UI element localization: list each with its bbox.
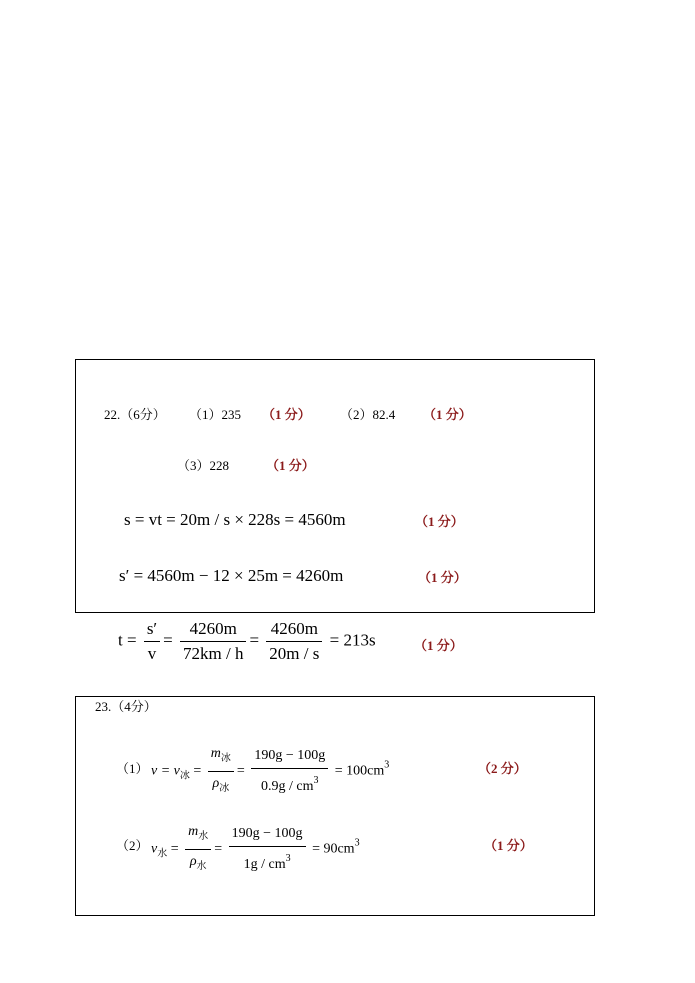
density-symbol: ρ xyxy=(189,854,197,869)
fraction-denominator: v xyxy=(147,644,157,663)
q23-part1-label: （1） xyxy=(116,761,149,776)
subscript-water: 水 xyxy=(196,861,207,872)
q22-equation-remaining: s′ = 4560m − 12 × 25m = 4260m xyxy=(119,566,344,585)
q23-part1-score: （2 分） xyxy=(478,761,527,776)
q23-part2-equation: $v_水$ = $\frac{m_水}{\rho_水}$ = $\frac{190g - 100g}{1g / cm^3}$ = $90cm^3$ xyxy=(151,822,360,877)
fraction-numerator: 4260m xyxy=(180,619,246,642)
q23-part2-fraction-mass-density xyxy=(185,822,211,877)
superscript-cube: 3 xyxy=(313,775,319,786)
superscript-cube: 3 xyxy=(384,759,390,771)
q23-part2-score: （1 分） xyxy=(484,838,533,853)
q22-equation-distance: s = vt = 20m / s × 228s = 4560m xyxy=(124,510,346,529)
q22-time-lhs: t = xyxy=(118,630,137,650)
q22-header: 22.（6分） xyxy=(104,407,166,422)
fraction-numerator: 190g − 100g xyxy=(251,746,328,769)
q22-equation-time-score: （1 分） xyxy=(414,638,463,653)
fraction-numerator xyxy=(208,744,234,772)
superscript-cube: 3 xyxy=(354,837,360,849)
question-23-box xyxy=(75,696,595,916)
q23-part1-fraction-mass-density xyxy=(208,744,234,799)
q22-part1-answer: （1）235 xyxy=(189,407,242,422)
q22-part1-score: （1 分） xyxy=(262,407,311,422)
q23-header: 23.（4分） xyxy=(95,699,157,714)
q23-part1-result: = 100cm xyxy=(334,763,385,779)
q22-part3-answer: （3）228 xyxy=(177,458,230,473)
q22-equation-remaining-score: （1 分） xyxy=(418,570,467,585)
fraction-numerator: s′ xyxy=(144,619,160,642)
density-symbol: ρ xyxy=(212,776,220,791)
q23-part2-lhs: v xyxy=(151,841,158,857)
fraction-denominator: 72km / h xyxy=(183,644,244,663)
q22-time-fraction-1 xyxy=(144,619,160,664)
q22-time-result: = 213s xyxy=(329,630,376,650)
q22-time-fraction-2 xyxy=(180,619,246,664)
q22-part2-answer: （2）82.4 xyxy=(340,407,396,422)
q22-part3-score: （1 分） xyxy=(266,458,315,473)
q23-part1-fraction-values xyxy=(251,746,328,797)
denominator-text: 1g / cm xyxy=(243,857,286,872)
q23-part1-equation: $v = v_冰$ = $\frac{m_冰}{\rho_冰}$ = $\frac{190g - 100g}{0.9g / cm^3}$ = $100cm^3$ xyxy=(151,744,389,799)
q22-part2-score: （1 分） xyxy=(423,407,472,422)
fraction-denominator xyxy=(185,850,211,877)
fraction-denominator xyxy=(229,847,306,875)
q22-time-fraction-3 xyxy=(266,619,322,664)
subscript-water: 水 xyxy=(198,831,209,842)
mass-symbol: m xyxy=(188,824,199,839)
fraction-denominator xyxy=(251,769,328,797)
fraction-denominator xyxy=(208,772,234,799)
q23-part1-lhs: v = v xyxy=(151,763,180,779)
subscript-ice: 冰 xyxy=(220,753,231,764)
subscript-water: 水 xyxy=(157,848,168,860)
fraction-numerator: 4260m xyxy=(266,619,322,642)
q23-part2-label: （2） xyxy=(116,838,149,853)
mass-symbol: m xyxy=(210,746,221,761)
fraction-denominator: 20m / s xyxy=(269,644,320,663)
q22-equation-distance-score: （1 分） xyxy=(415,514,464,529)
superscript-cube: 3 xyxy=(285,853,291,864)
fraction-numerator: 190g − 100g xyxy=(229,824,306,847)
denominator-text: 0.9g / cm xyxy=(261,779,314,794)
q22-equation-time: t = $\frac{s'}{v}$ = $\frac{4260m}{72km / h}$ = $\frac{4260m}{20m / s}$ = 213s xyxy=(118,619,376,663)
q23-part2-fraction-values xyxy=(229,824,306,875)
subscript-ice: 冰 xyxy=(219,783,230,794)
q23-part2-result: = 90cm xyxy=(312,841,355,857)
subscript-ice: 冰 xyxy=(179,770,190,782)
fraction-numerator xyxy=(185,822,211,850)
